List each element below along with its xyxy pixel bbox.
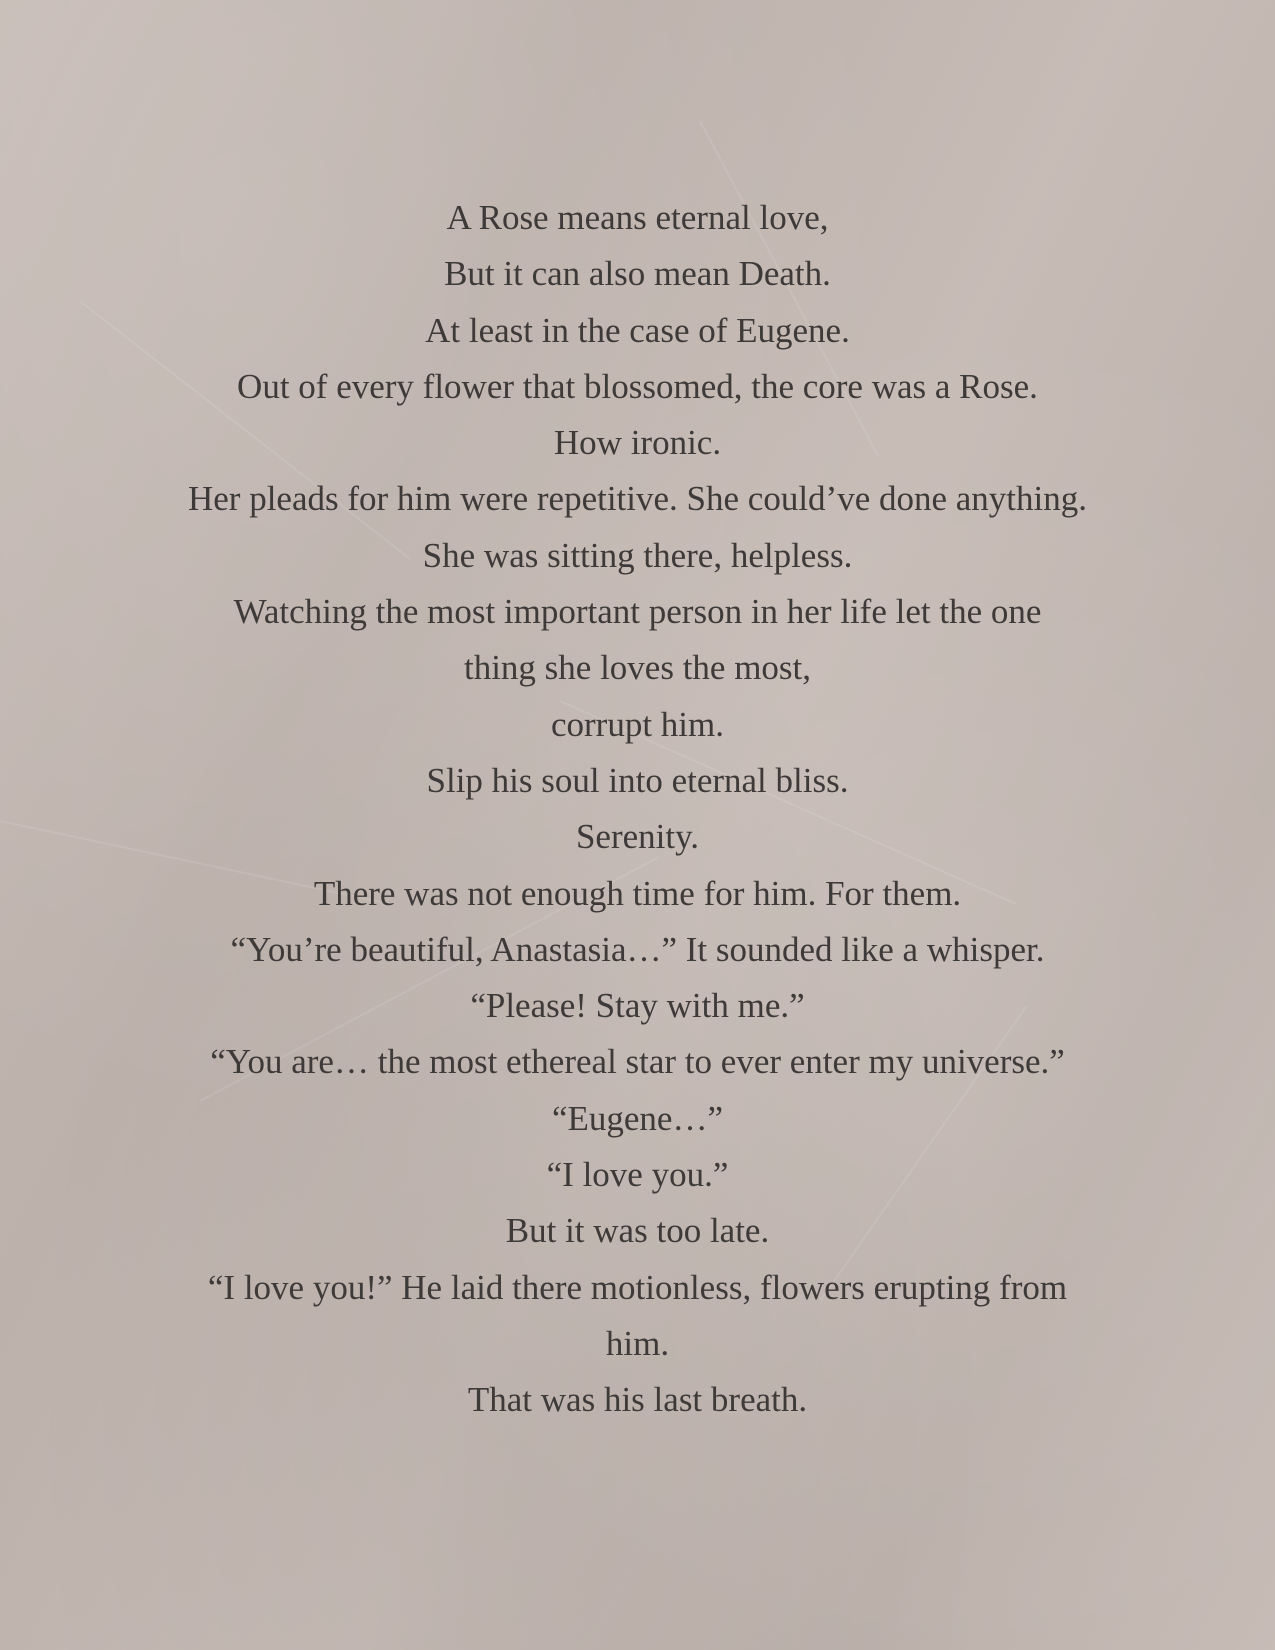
poem-line: corrupt him. [550,704,725,744]
poem-line: A Rose means eternal love, [446,198,829,237]
poem-line: thing she loves the most, [463,648,812,688]
poem-line: How ironic. [553,423,722,463]
poem-line: “I love you.” [546,1155,729,1195]
poem-line: Slip his soul into eternal bliss. [426,760,849,800]
poem-line: Her pleads for him were repetitive. She could’ve done anything. [187,479,1087,519]
poem-line: There was not enough time for him. For them. [313,873,962,913]
poem-line: Watching the most important person in her life let the one [233,592,1042,632]
poem-line: But it was too late. [505,1211,770,1251]
poem-line: Out of every flower that blossomed, the core was a Rose. [237,366,1038,406]
poem-line: “You are… the most ethereal star to ever enter my universe.” [210,1042,1065,1082]
poem-line: That was his last breath. [467,1380,808,1420]
poem-line: “I love you!” He laid there motionless, flowers erupting from [207,1267,1068,1307]
poem-line: “Eugene…” [551,1098,724,1138]
poem-line: him. [605,1323,670,1363]
poem-body [0,190,1275,1429]
poem-line: “Please! Stay with me.” [470,986,805,1026]
poem-line: At least in the case of Eugene. [425,310,850,350]
poem-line: But it can also mean Death. [444,254,831,294]
poem-line: Serenity. [575,817,700,857]
poem-line: She was sitting there, helpless. [422,535,853,575]
poem-line: “You’re beautiful, Anastasia…” It sounded like a whisper. [230,929,1045,969]
